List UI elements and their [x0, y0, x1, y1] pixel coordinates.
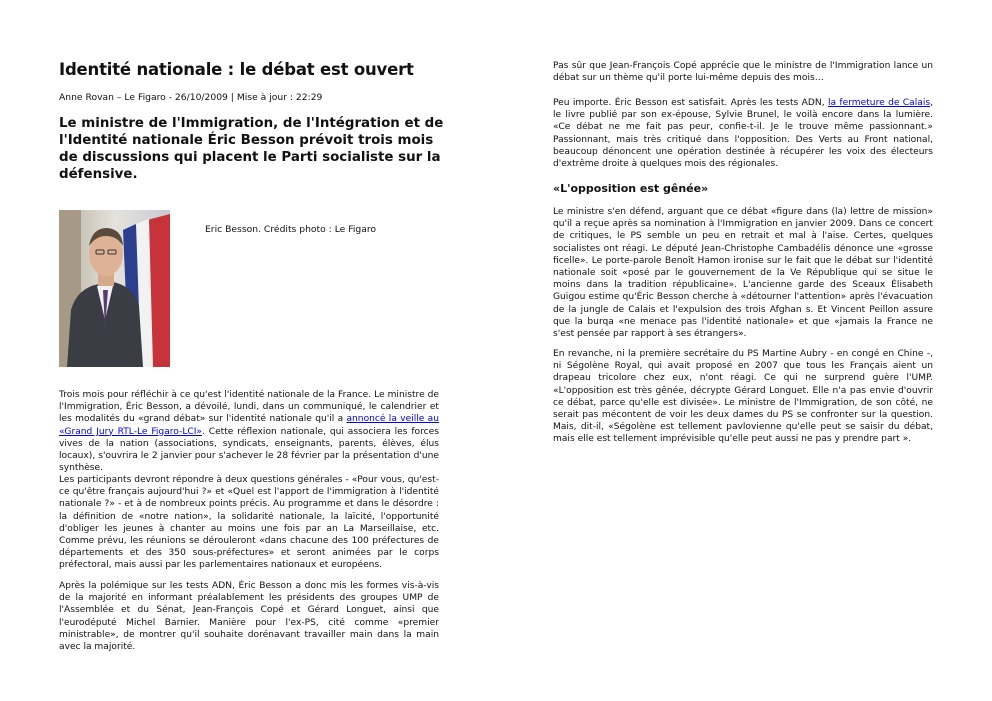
paragraph-text: Peu importe. Éric Besson est satisfait. Après les tests ADN, — [553, 98, 828, 108]
photo-caption: Eric Besson. Crédits photo : Le Figaro — [205, 224, 377, 235]
grand-jury-link[interactable]: annoncé la veille au «Grand Jury RTL-Le Figaro-LCI» — [59, 414, 439, 437]
right-paragraph-1: Pas sûr que Jean-François Copé apprécie que le ministre de l'Immigration lance un débat sur un thème qu'il porte lui-même depuis des mois… — [553, 61, 933, 84]
photo-illustration — [59, 210, 170, 367]
paragraph-text: Trois mois pour réfléchir à ce qu'est l'identité nationale de la France. Le ministre de l'Immigration, Éric Besson, a dévoilé, lundi, dans un communiqué, le calendrier et les modalités du «grand débat» sur l'identité nationale qu'il a — [59, 390, 439, 425]
byline: Anne Rovan – Le Figaro - 26/10/2009 | Mise à jour : 22:29 — [59, 92, 323, 103]
left-paragraph-1 — [59, 389, 439, 474]
article-photo — [59, 210, 170, 367]
right-paragraph-2 — [553, 97, 933, 170]
paragraph-text: , le livre publié par son ex-épouse, Sylvie Brunel, le voilà encore dans la lumière. «Ce débat ne me fait pas peur, confie-t-il. Je le trouve même passionnant.» Passionnant, mais très critiqué dans l'opposition. Des Verts au Front national, beaucoup dénoncent une opération destinée à récupérer les voix des électeurs d'extrême droite à quelques mois des régionales. — [553, 98, 933, 170]
lead-paragraph: Le ministre de l'Immigration, de l'Intégration et de l'Identité nationale Éric Besson prévoit trois mois de discussions qui placent le Parti socialiste sur la défensive. — [59, 116, 444, 182]
left-paragraph-2: Les participants devront répondre à deux questions générales - «Pour vous, qu'est-ce qu'être français aujourd'hui ?» et «Quel est l'apport de l'immigration à l'identité nationale ?» - et à de nombreux points précis. Au programme et dans le désordre : la définition de «notre nation», la solidarité nationale, la laïcité, l'opportunité d'obliger les jeunes à chanter au moins une fois par an La Marseillaise, etc. Comme prévu, les réunions se dérouleront «dans chacune des 100 préfectures de départements et des 350 sous-préfectures» et seront animées par le corps préfectoral, mais aussi par les parlementaires nationaux et européens. — [59, 475, 439, 571]
right-paragraph-4: En revanche, ni la première secrétaire du PS Martine Aubry - en congé en Chine -, ni Ségolène Royal, qui avait proposé en 2007 que tous les Français aient un drapeau tricolore chez eux, n'ont réagi. Ce qui ne surprend guère l'UMP. «L'opposition est très gênée, décrypte Gérard Longuet. Elle n'a pas envie d'ouvrir ce débat, parce qu'elle est divisée». Le ministre de l'Immigration, de son côté, ne serait pas mécontent de voir les deux dames du PS se confronter sur la question. Mais, dit-il, «Ségolène est tellement pavlovienne qu'elle peut se saisir du débat, mais elle est tellement imprévisible qu'elle peut aussi ne pas y prendre part ». — [553, 349, 933, 445]
article-title: Identité nationale : le débat est ouvert — [59, 60, 414, 79]
right-paragraph-3: Le ministre s'en défend, arguant que ce débat «figure dans (la) lettre de mission» qu'il a reçue après sa nomination à l'Immigration en janvier 2009. Dans ce concert de critiques, le PS semble un peu en retrait et mal à l'aise. Certes, quelques socialistes ont réagi. Le député Jean-Christophe Cambadélis dénonce une «grosse ficelle». Le porte-parole Benoît Hamon ironise sur le fait que le débat sur l'identité nationale soit «posé par le gouvernement de la Ve République qui se situe le moins dans la tradition républicaine». L'ancienne garde des Sceaux Élisabeth Guigou estime qu'Éric Besson cherche à «détourner l'attention» après l'évacuation de la jungle de Calais et l'expulsion des trois Afghan s. Et Vincent Peillon assure que la burqa «ne menace pas l'identité nationale» et que «jamais la France ne s'est pensée par rapport à ses étrangers». — [553, 207, 933, 340]
section-subheading: «L'opposition est gênée» — [553, 182, 709, 195]
paragraph-text: . Cette réflexion nationale, qui associera les forces vives de la nation (associations, syndicats, enseignants, parents, élèves, élus locaux), s'ouvrira le 2 janvier pour s'achever le 28 février par la présentation d'une synthèse. — [59, 426, 439, 474]
left-paragraph-3: Après la polémique sur les tests ADN, Éric Besson a donc mis les formes vis-à-vis de la majorité en informant préalablement les présidents des groupes UMP de l'Assemblée et du Sénat, Jean-François Copé et Gérard Longuet, ainsi que l'eurodéputé Michel Barnier. Manière pour l'ex-PS, cité comme «premier ministrable», de montrer qu'il souhaite dorénavant travailler main dans la main avec la majorité. — [59, 581, 439, 653]
calais-link[interactable]: la fermeture de Calais — [827, 98, 931, 108]
